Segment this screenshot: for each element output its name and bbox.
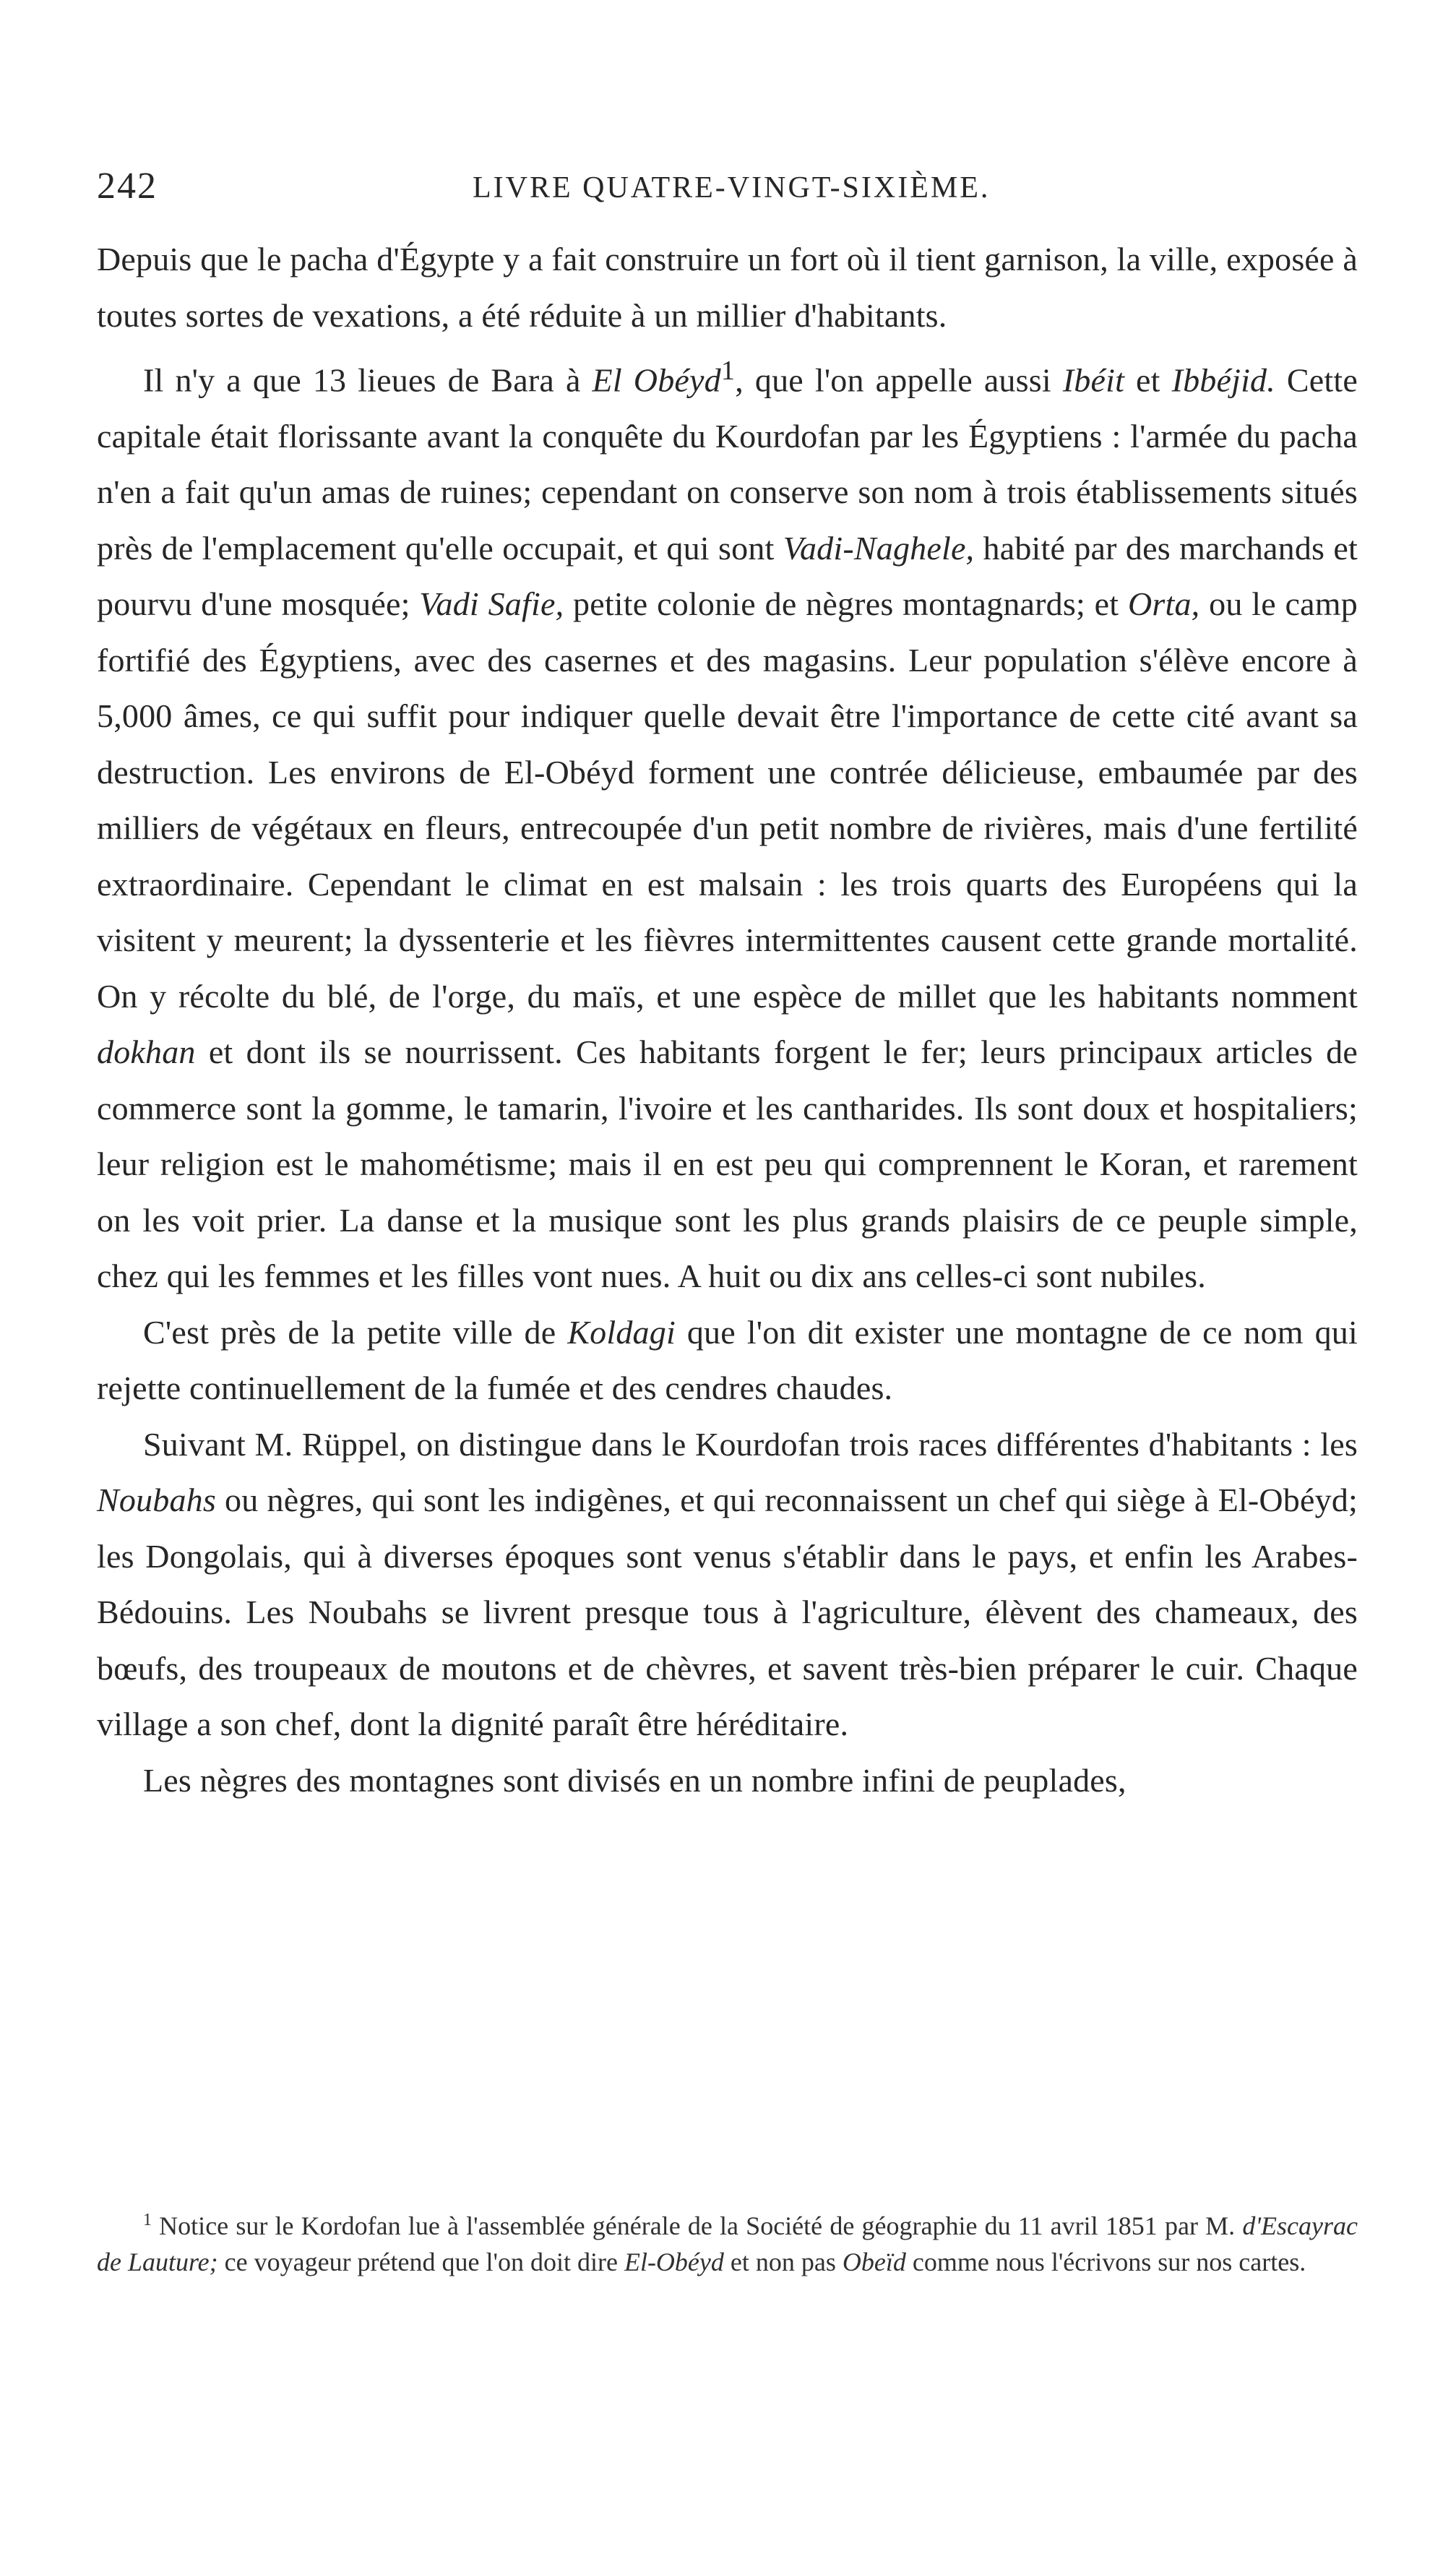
footnote-mark: 1 (143, 2211, 152, 2229)
text-run: et (1124, 361, 1172, 399)
text-run: ou nègres, qui sont les indigènes, et qui reconnaissent un chef qui siège à El-Obéyd; les Dongolais, qui à diverses époques sont venus s'établir dans le pays, et enfin les Arabes-Bédouins. Les Noubahs se livrent presque tous à l'agriculture, élèvent des chameaux, des bœufs, des troupeaux de moutons et de chèvres, et savent très-bien préparer le cuir. Chaque village a son chef, dont la dignité paraît être héréditaire. (97, 1481, 1358, 1743)
paragraph-1 (97, 231, 1358, 343)
place-name-el-obeyd: El Obéyd (592, 361, 721, 399)
paragraph-5 (97, 1752, 1358, 1809)
paragraph-4 (97, 1416, 1358, 1752)
paragraph-3 (97, 1304, 1358, 1416)
text-run: ou le camp fortifié des Égyptiens, avec des casernes et des magasins. Leur population s'élève encore à 5,000 âmes, ce qui suffit pour indiquer quelle devait être l'importance de cette cité avant sa destruction. Les environs de El-Obéyd forment une contrée délicieuse, embaumée par des milliers de végétaux en fleurs, entrecoupée d'un petit nombre de rivières, mais d'une fertilité extraordinaire. Cependant le climat en est malsain : les trois quarts des Européens qui la visitent y meurent; la dyssenterie et les fièvres intermittentes causent cette grande mortalité. On y récolte du blé, de l'orge, du maïs, et une espèce de millet que les habitants nomment (97, 585, 1358, 1015)
place-name-koldagi: Koldagi (567, 1313, 676, 1351)
text-run: Il n'y a que 13 lieues de Bara à (143, 361, 593, 399)
author-name: d'Escayrac de Lauture; (97, 2211, 1358, 2276)
spelling-obeid: Obeïd (842, 2248, 906, 2276)
place-name-vadi-naghele: Vadi-Naghele, (783, 529, 975, 567)
page-number: 242 (97, 165, 158, 207)
term-dokhan: dokhan (97, 1033, 196, 1071)
text-run: et non pas (723, 2248, 843, 2276)
footnote-reference: 1 (720, 356, 736, 386)
running-title: LIVRE QUATRE-VINGT-SIXIÈME. (473, 171, 991, 205)
text-run: ce voyageur prétend que l'on doit dire (217, 2248, 624, 2276)
text-run: , que l'on appelle aussi (735, 361, 1063, 399)
place-name-orta: Orta, (1127, 585, 1200, 623)
spelling-el-obeyd: El-Obéyd (624, 2248, 724, 2276)
footnote (97, 2208, 1358, 2280)
text-run: petite colonie de nègres montagnards; et (564, 585, 1128, 623)
paragraph-2 (97, 343, 1358, 1304)
place-name-ibbejid: Ibbéjid. (1171, 361, 1275, 399)
text-run: C'est près de la petite ville de (143, 1313, 568, 1351)
text-run: Cette capitale était florissante avant la conquête du Kourdofan par les Égyptiens : l'armée du pacha n'en a fait qu'un amas de ruines; cependant on conserve son nom à trois établissements situés près de l'emplacement qu'elle occupait, et qui sont (97, 361, 1358, 567)
text-run: Suivant M. Rüppel, on distingue dans le Kourdofan trois races différentes d'habitants : les (143, 1425, 1358, 1463)
text-run: Notice sur le Kordofan lue à l'assemblée générale de la Société de géographie du 11 avril 1851 par M. (152, 2211, 1243, 2240)
text-run: et dont ils se nourrissent. Ces habitants forgent le fer; leurs principaux articles de commerce sont la gomme, le tamarin, l'ivoire et les cantharides. Ils sont doux et hospitaliers; leur religion est le mahométisme; mais il en est peu qui comprennent le Koran, et rarement on les voit prier. La danse et la musique sont les plus grands plaisirs de ce peuple simple, chez qui les femmes et les filles vont nues. A huit ou dix ans celles-ci sont nubiles. (97, 1033, 1358, 1295)
term-noubahs: Noubahs (97, 1481, 216, 1519)
text-run: que l'on dit exister une montagne de ce nom qui rejette continuellement de la fumée et des cendres chaudes. (97, 1313, 1358, 1407)
body-text (97, 231, 1358, 1808)
paragraph-text: Depuis que le pacha d'Égypte y a fait construire un fort où il tient garnison, la ville, exposée à toutes sortes de vexations, a été réduite à un millier d'habitants. (97, 241, 1358, 334)
text-run: comme nous l'écrivons sur nos cartes. (905, 2248, 1306, 2276)
page-header (97, 165, 1361, 215)
paragraph-text: Les nègres des montagnes sont divisés en un nombre infini de peuplades, (143, 1761, 1127, 1799)
text-run: habité par des marchands et pourvu d'une mosquée; (97, 529, 1358, 623)
place-name-ibeit: Ibéit (1062, 361, 1125, 399)
place-name-vadi-safie: Vadi Safie, (419, 585, 564, 623)
